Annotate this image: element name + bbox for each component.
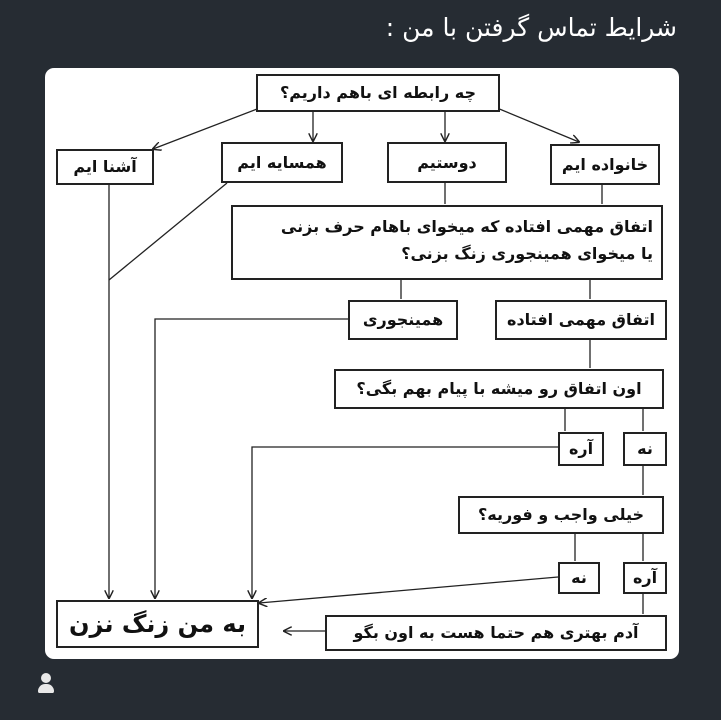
option-friends: دوستیم: [387, 142, 507, 183]
edge-to-family: [497, 108, 579, 142]
answer-just-because: همینجوری: [348, 300, 458, 340]
answer-important: اتفاق مهمی افتاده: [495, 300, 667, 340]
answer-no-2: نه: [558, 562, 600, 594]
answer-yes-1: آره: [558, 432, 604, 466]
question-reason-line-1: اتفاق مهمی افتاده که میخوای باهام حرف بزنی: [280, 217, 653, 236]
user-icon[interactable]: [36, 673, 56, 695]
post-title: شرایط تماس گرفتن با من :: [385, 13, 677, 42]
result-dont-call: به من زنگ نزن: [56, 600, 259, 648]
question-relationship: چه رابطه ای باهم داریم؟: [256, 74, 500, 112]
flowchart-card: [45, 68, 679, 659]
question-reason: [231, 205, 663, 280]
result-tell-someone: آدم بهتری هم حتما هست به اون بگو: [325, 615, 667, 651]
edge-neighbors-merge: [109, 183, 227, 280]
answer-yes-2: آره: [623, 562, 667, 594]
question-urgent: خیلی واجب و فوریه؟: [458, 496, 664, 534]
question-message: اون اتفاق رو میشه با پیام بهم بگی؟: [334, 369, 664, 409]
answer-no-1: نه: [623, 432, 667, 466]
option-family: خانواده ایم: [550, 144, 660, 185]
question-reason-line-2: یا میخوای همینجوری زنگ بزنی؟: [401, 244, 653, 263]
option-acquaintances: آشنا ایم: [56, 149, 154, 185]
edge-no2-to-result: [259, 577, 558, 603]
option-neighbors: همسایه ایم: [221, 142, 343, 183]
